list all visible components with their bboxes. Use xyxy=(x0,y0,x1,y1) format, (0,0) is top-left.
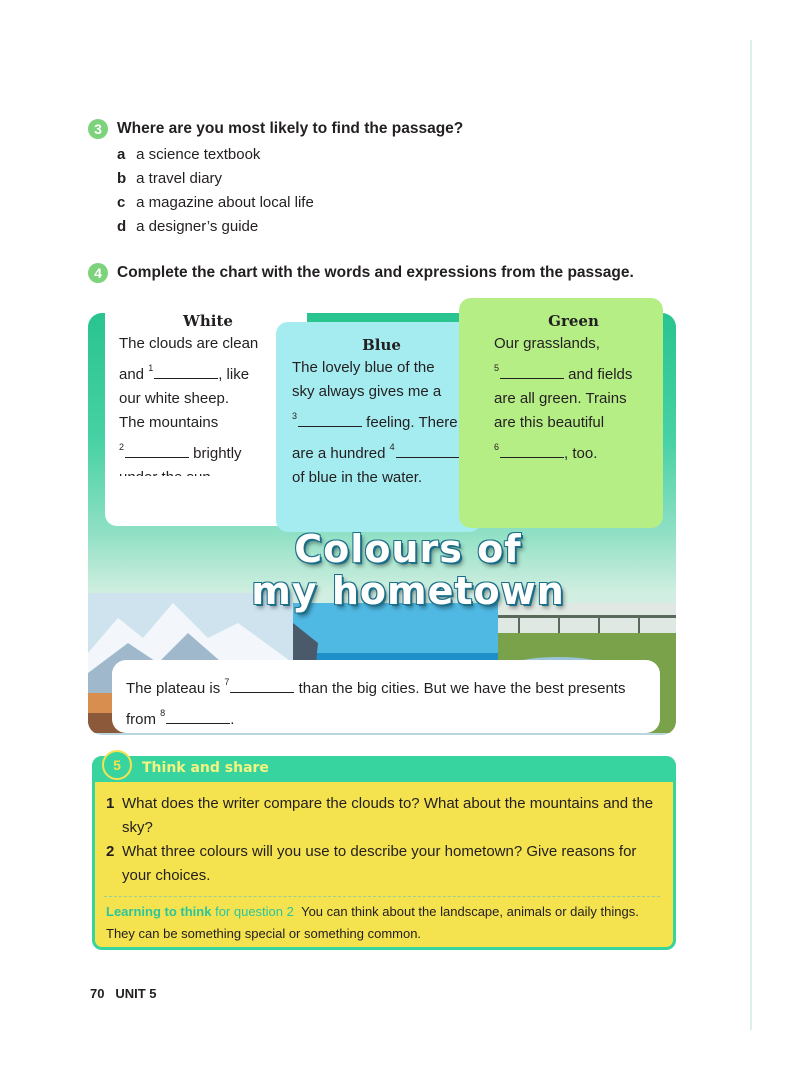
plateau-sentence: The plateau is $^7$ than the big cities. But we have the best presents from $^8$ . xyxy=(112,660,660,733)
divider xyxy=(104,896,660,897)
think-questions xyxy=(106,792,666,888)
blank-number: 8 xyxy=(160,708,166,718)
answer-options xyxy=(117,143,314,239)
blank-6[interactable] xyxy=(500,443,564,458)
white-title: White xyxy=(183,312,233,330)
green-line: Our grasslands, xyxy=(494,335,600,352)
think-and-share-box xyxy=(92,756,676,950)
page-footer xyxy=(90,986,156,1001)
white-line: and $^1$ , like xyxy=(119,363,250,383)
blue-line: sky always gives me a xyxy=(292,383,442,400)
green-card xyxy=(459,298,663,528)
green-line: $^6$ , too. xyxy=(494,442,598,462)
blank-number: 6 xyxy=(494,442,500,452)
learning-to-think: Learning to think for question 2 You can think about the landscape, animals or daily things. They can be something special or something common. xyxy=(106,904,639,941)
green-line: are this beautiful xyxy=(494,414,605,431)
option-d[interactable]: d a designer’s guide xyxy=(117,218,259,235)
think-title: Think and share xyxy=(142,760,269,776)
question-text: Where are you most likely to find the passage? xyxy=(117,120,464,137)
white-line: The mountains xyxy=(119,414,219,431)
unit-label: UNIT 5 xyxy=(115,986,157,1001)
white-line: The clouds are clean xyxy=(119,335,259,352)
page-number: 70 xyxy=(90,986,105,1001)
blank-7[interactable] xyxy=(230,678,294,693)
blank-5[interactable] xyxy=(500,364,564,379)
colours-title-art: Colours of my hometown xyxy=(251,527,565,613)
option-a[interactable]: a a science textbook xyxy=(117,146,261,163)
blank-number: 7 xyxy=(224,677,230,687)
green-line: $^5$ and fields xyxy=(494,363,633,383)
blank-number: 5 xyxy=(494,363,500,373)
colour-chart xyxy=(88,296,678,736)
green-title: Green xyxy=(548,312,599,330)
blank-3[interactable] xyxy=(298,412,362,427)
blank-number: 3 xyxy=(292,411,298,421)
green-line: are all green. Trains xyxy=(494,390,627,407)
head-icon: 5 xyxy=(102,750,132,780)
think-question-2: 2 What three colours will you use to describe your hometown? Give reasons for your choices. xyxy=(106,843,637,884)
question-number-badge: 3 xyxy=(88,119,108,139)
blank-8[interactable] xyxy=(166,709,230,724)
blank-2[interactable] xyxy=(125,443,189,458)
question-text: Complete the chart with the words and expressions from the passage. xyxy=(117,264,634,281)
question-number-badge: 4 xyxy=(88,263,108,283)
option-b[interactable]: b a travel diary xyxy=(117,170,223,187)
blue-line: $^3$ feeling. There xyxy=(292,411,458,431)
white-line: under the sun. xyxy=(119,469,215,486)
white-line: $^2$ brightly xyxy=(119,442,242,462)
blank-1[interactable] xyxy=(154,364,218,379)
blue-card xyxy=(276,322,481,532)
blue-line: The lovely blue of the xyxy=(292,359,435,376)
blank-number: 4 xyxy=(389,442,395,452)
blank-4[interactable] xyxy=(396,443,460,458)
option-c[interactable]: c a magazine about local life xyxy=(117,194,314,211)
blank-number: 1 xyxy=(148,363,154,373)
blue-title: Blue xyxy=(362,336,401,354)
blue-line: are a hundred $^4$ xyxy=(292,435,471,466)
page-edge-line xyxy=(750,40,752,1030)
white-line: our white sheep. xyxy=(119,390,230,407)
think-question-1: 1 What does the writer compare the clouds to? What about the mountains and the sky? xyxy=(106,795,654,836)
blank-number: 2 xyxy=(119,442,125,452)
blue-line: of blue in the water. xyxy=(292,469,423,486)
